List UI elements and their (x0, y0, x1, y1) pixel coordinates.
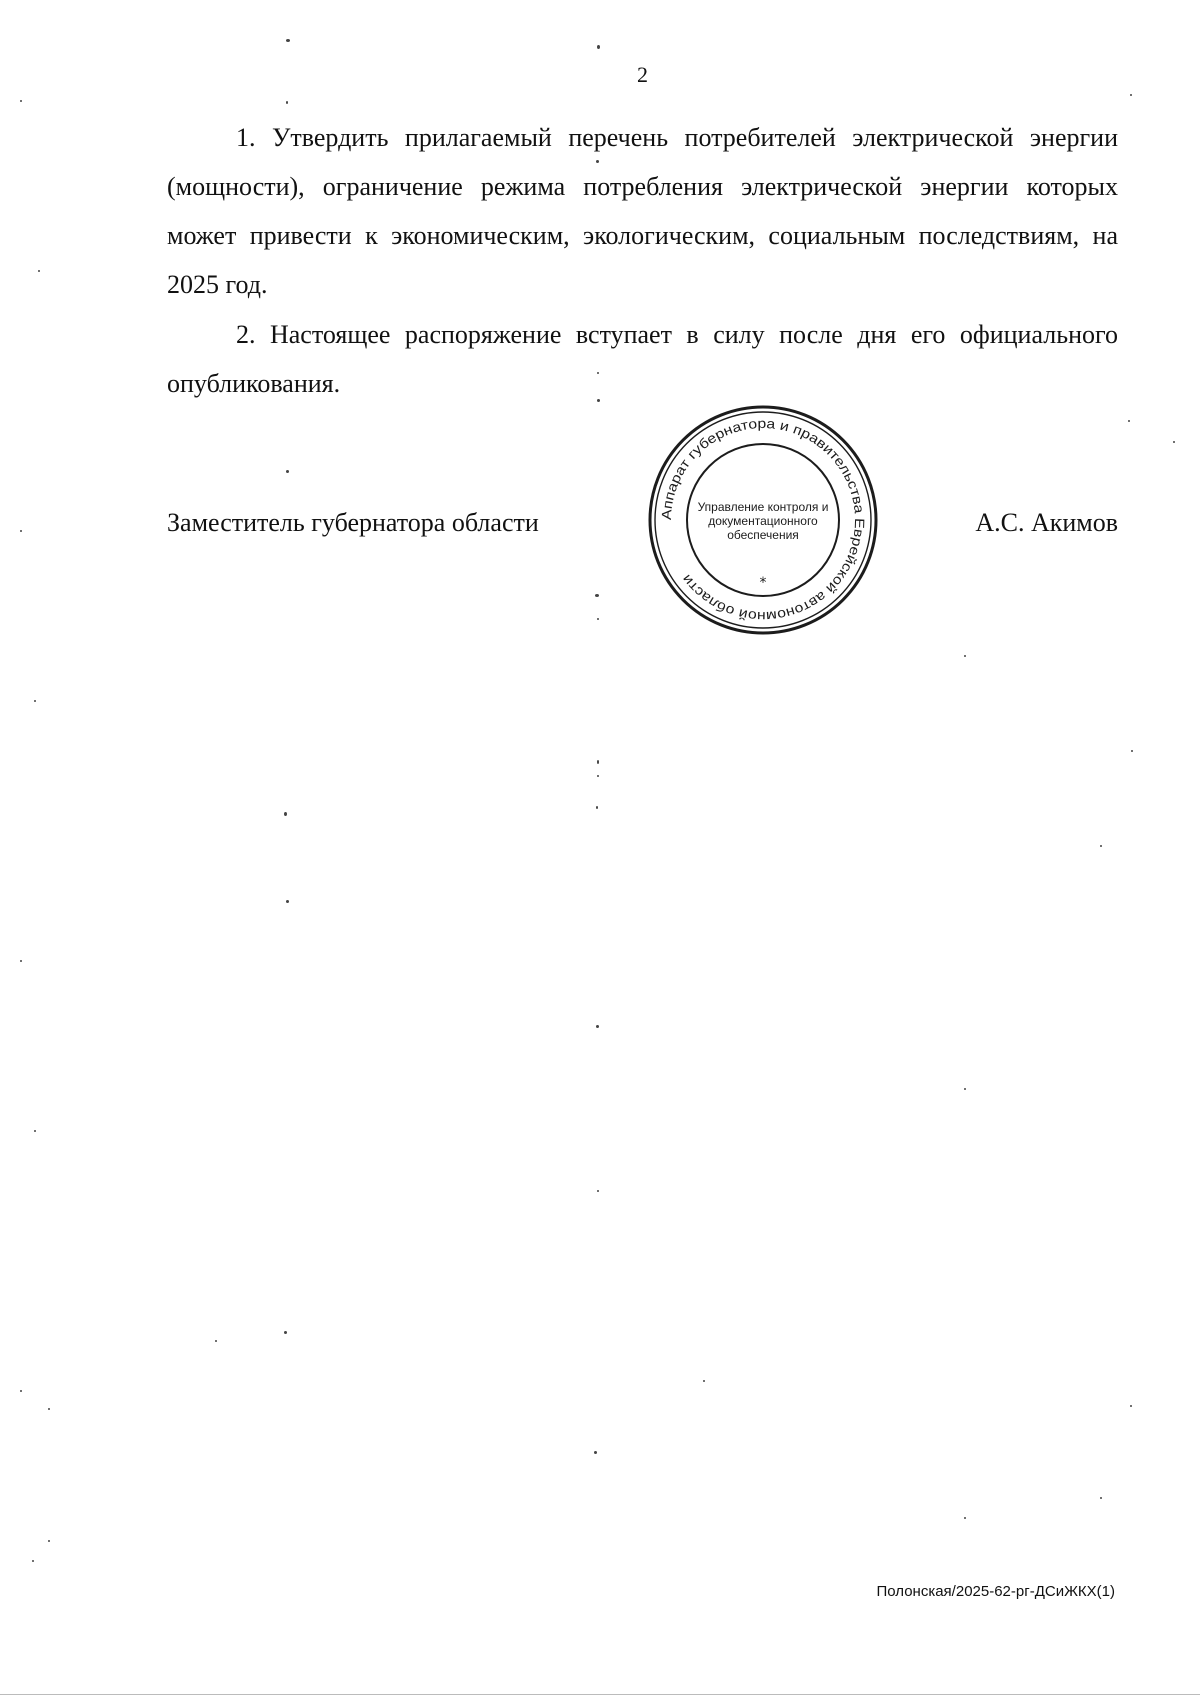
scan-speck (595, 594, 599, 597)
scan-speck (286, 900, 289, 903)
scan-speck (20, 1390, 22, 1392)
scan-speck (286, 101, 288, 104)
document-reference: Полонская/2025-62-рг-ДСиЖКХ(1) (876, 1583, 1115, 1600)
page-bottom-edge (0, 1694, 1200, 1695)
scan-speck (597, 618, 599, 620)
scan-speck (597, 775, 599, 777)
scan-speck (596, 160, 599, 163)
scan-speck (48, 1540, 50, 1542)
scan-speck (964, 1088, 966, 1090)
scan-speck (597, 372, 599, 374)
scan-speck (20, 100, 22, 102)
scan-speck (1100, 1497, 1102, 1499)
scan-speck (284, 812, 287, 816)
seal-outer-text: Аппарат губернатора и правительства Еврейской автономной области (658, 415, 868, 625)
scan-speck (215, 1340, 217, 1342)
scan-speck (964, 1517, 966, 1519)
scan-speck (48, 1408, 50, 1410)
scan-speck (597, 399, 600, 402)
scan-speck (1130, 1405, 1132, 1407)
page-number: 2 (637, 62, 648, 87)
scan-speck (1128, 420, 1130, 422)
scan-speck (596, 806, 598, 809)
seal-inner-text: Управление контроля и документационного обеспечения (697, 500, 829, 542)
scan-speck (20, 960, 22, 962)
scan-speck (38, 270, 40, 272)
scan-speck (703, 1380, 705, 1382)
signatory-name: А.С. Акимов (975, 508, 1118, 537)
scan-speck (594, 1451, 597, 1454)
scan-speck (596, 1025, 599, 1028)
scan-speck (34, 700, 36, 702)
scan-speck (1130, 94, 1132, 96)
scan-speck (20, 530, 22, 532)
paragraph-1: 1. Утвердить прилагаемый перечень потребителей электрической энергии (мощности), ограничение режима потребления электрической энергии которых может привести к экономическим, экологическим, социальным последствиям, на 2025 год. (167, 123, 1118, 299)
scan-speck (34, 1130, 36, 1132)
scan-speck (286, 470, 289, 473)
scan-speck (284, 1331, 287, 1334)
official-seal (647, 404, 879, 636)
signatory-position: Заместитель губернатора области (167, 508, 539, 537)
scan-speck (964, 655, 966, 657)
scan-speck (597, 45, 600, 49)
scan-speck (1131, 750, 1133, 752)
scan-speck (32, 1560, 34, 1562)
scan-speck (1100, 845, 1102, 847)
scan-speck (286, 39, 290, 42)
scan-speck (597, 760, 599, 764)
scan-speck (1173, 441, 1175, 443)
svg-text:*: * (759, 575, 767, 591)
paragraph-2: 2. Настоящее распоряжение вступает в силу после дня его официального опубликования. (167, 320, 1118, 398)
scan-speck (597, 1190, 599, 1192)
